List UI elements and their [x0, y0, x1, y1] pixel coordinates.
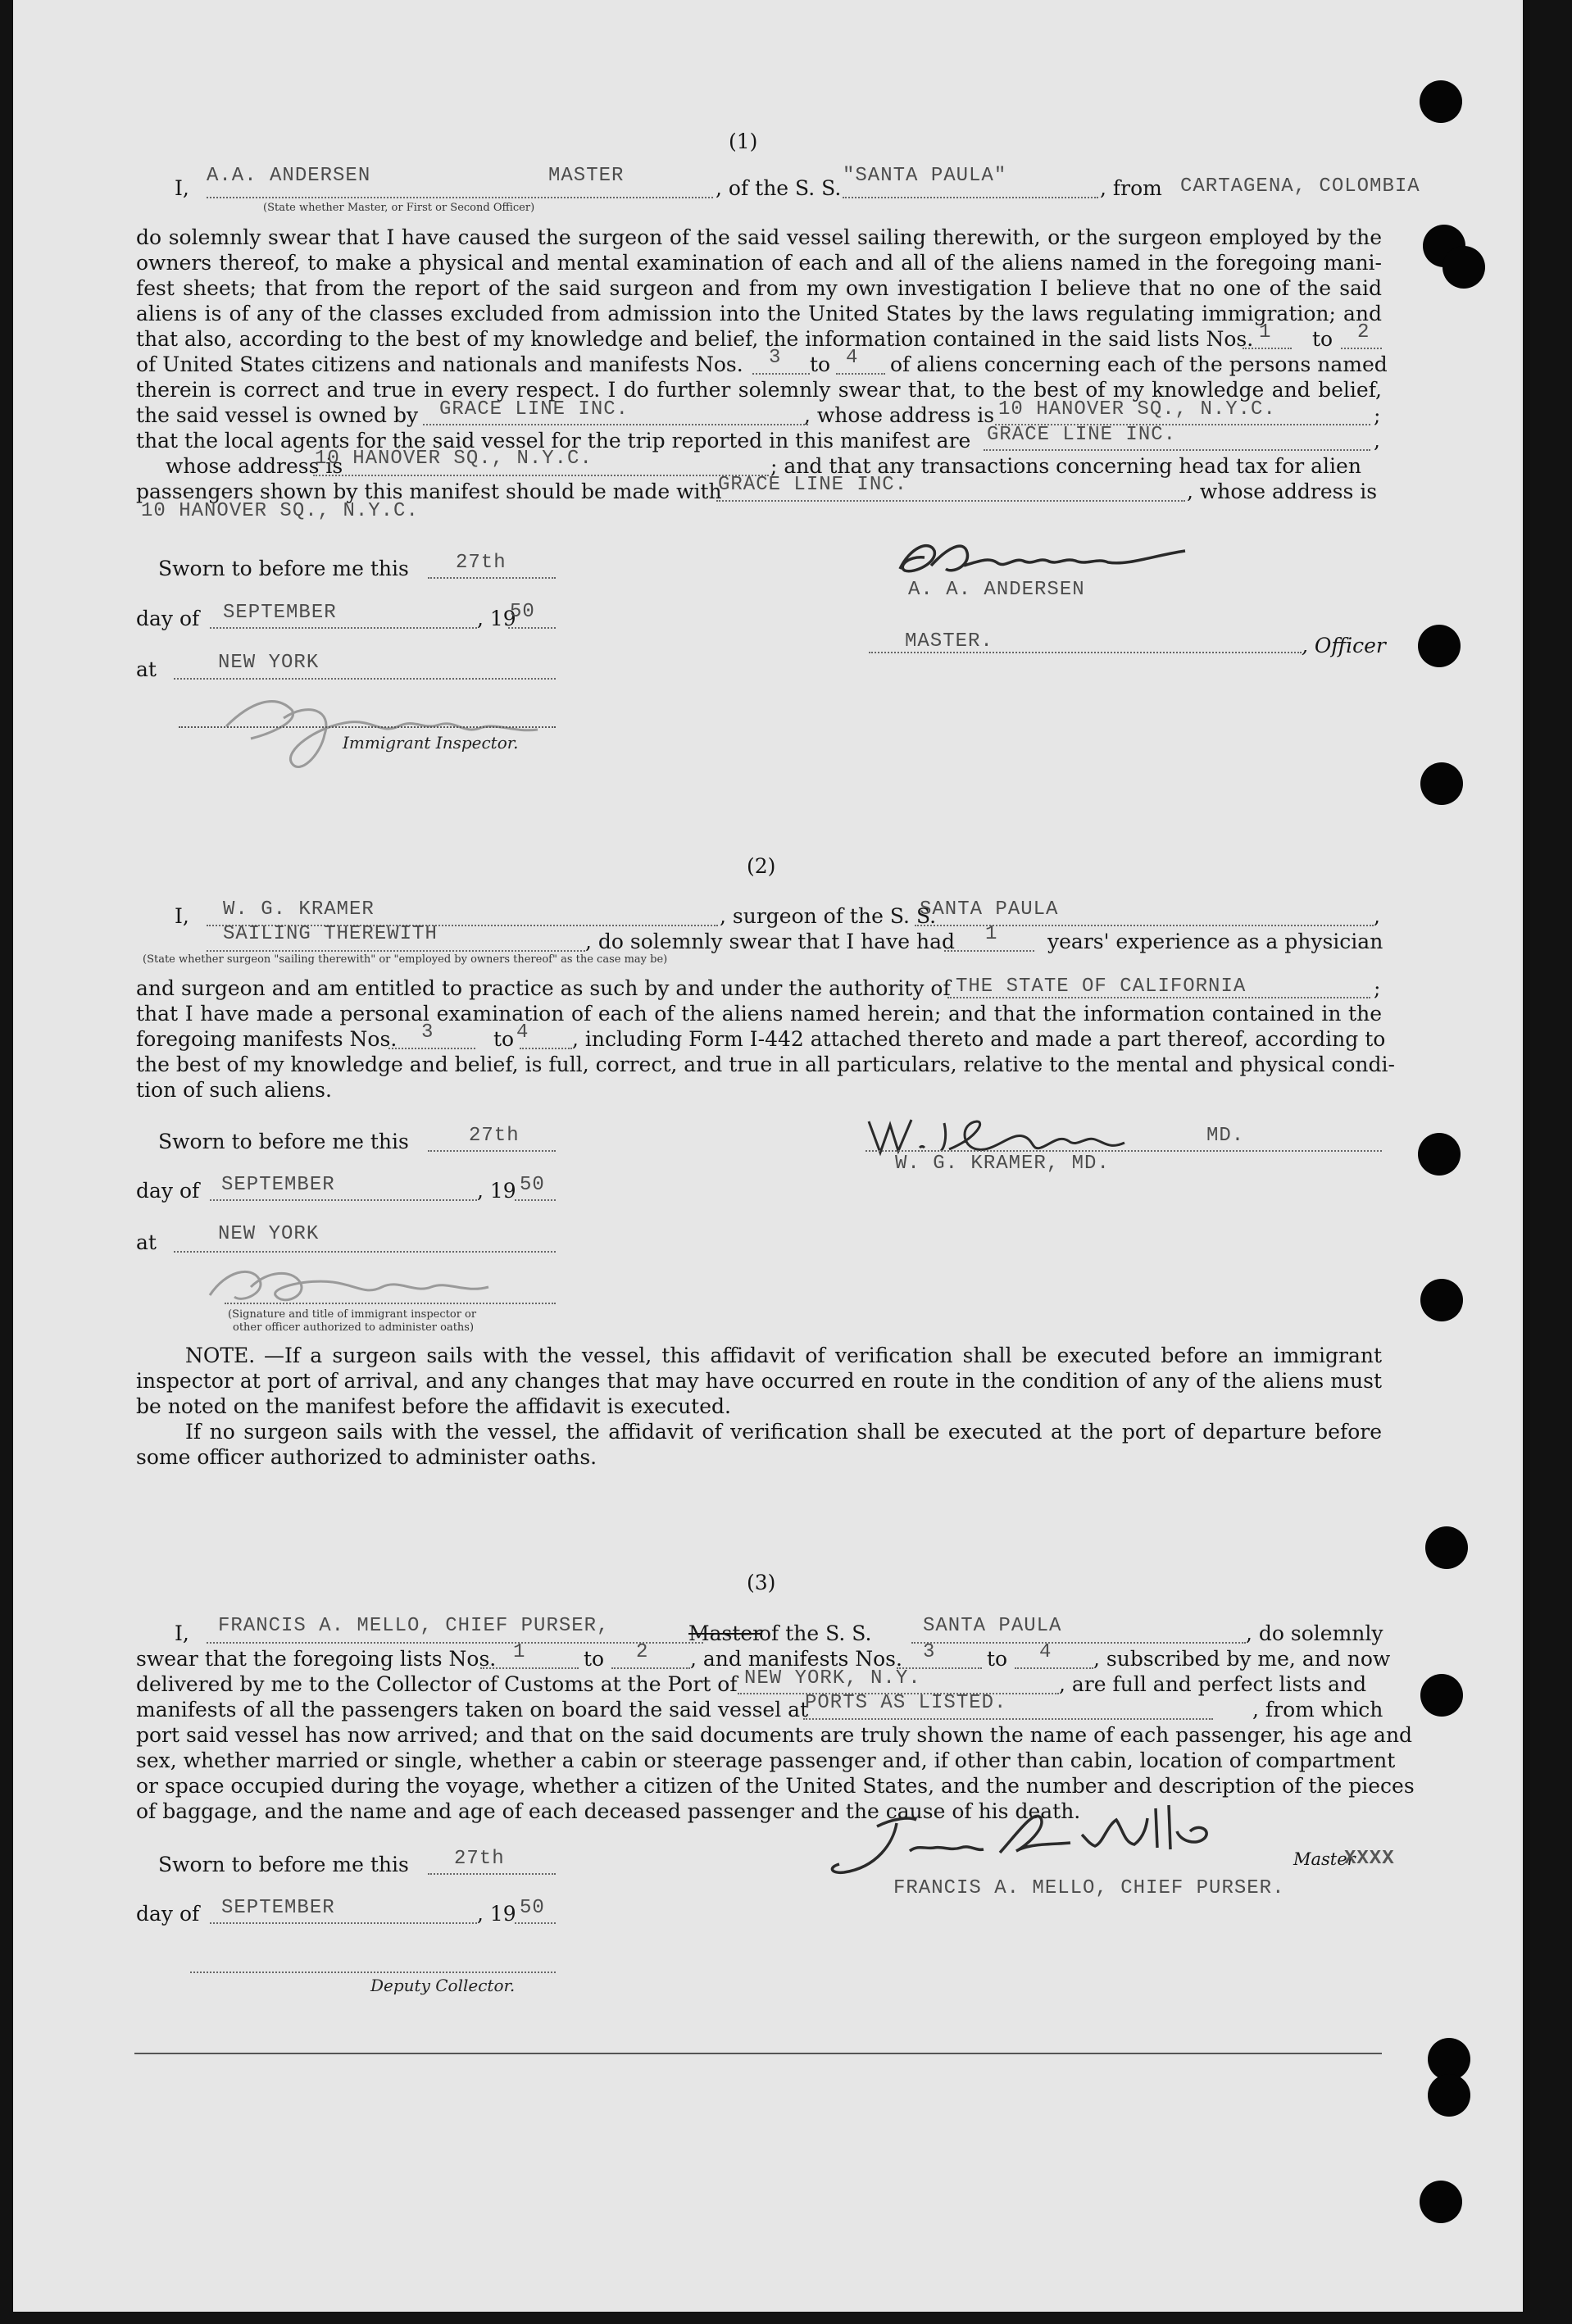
s3-collector-caption: Deputy Collector.: [370, 1976, 516, 1995]
s2-sworn-day-line: [428, 1150, 556, 1152]
note-line-1: —If a surgeon sails with the vessel, this affidavit of verification shall be executed before an immigrant: [264, 1344, 1382, 1367]
s1-semicolon-1: ;: [1374, 403, 1381, 427]
s1-vessel-value: "SANTA PAULA": [843, 165, 1007, 187]
s3-delivered: delivered by me to the Collector of Customs at the Port of: [136, 1672, 738, 1696]
s3-xs: XXXX: [1344, 1848, 1395, 1870]
s2-authority-value: THE STATE OF CALIFORNIA: [956, 976, 1247, 998]
s2-years-line: [944, 950, 1034, 952]
punch-hole: [1420, 2181, 1462, 2223]
s2-manifests-to-word: to: [493, 1027, 515, 1051]
punch-hole: [1418, 625, 1461, 667]
s3-subscribed: , subscribed by me, and now: [1093, 1647, 1391, 1671]
s2-status-value: SAILING THEREWITH: [223, 923, 438, 945]
s3-manifests-from: 3: [923, 1641, 936, 1663]
s1-intro: I,: [175, 176, 189, 200]
s3-day-of-label: day of: [136, 1902, 200, 1926]
s3-ports-value: PORTS AS LISTED.: [805, 1692, 1007, 1714]
s2-inspector-caption-2: other officer authorized to administer oaths): [233, 1321, 475, 1334]
s1-line-10: whose address is: [166, 454, 343, 478]
s2-semicolon: ;: [1374, 976, 1381, 1000]
s3-manifests-to-line: [1015, 1667, 1093, 1669]
s3-lists-from: 1: [513, 1641, 526, 1663]
s3-signer-typed: FRANCIS A. MELLO, CHIEF PURSER.: [893, 1877, 1285, 1899]
bottom-rule: [134, 2053, 1382, 2054]
s3-year: 50: [520, 1897, 545, 1919]
s1-line-8: the said vessel is owned by: [136, 403, 419, 427]
s3-of-label: of the S. S.: [759, 1621, 872, 1645]
s2-place-line: [174, 1251, 556, 1253]
s2-manifests-from-line: [388, 1048, 475, 1049]
s2-inspector-line: [225, 1303, 556, 1304]
s1-owner-value: GRACE LINE INC.: [439, 398, 629, 421]
s1-inspector-signature: [202, 677, 595, 784]
s3-ports-line: [803, 1718, 1213, 1720]
s3-sworn-day-line: [428, 1873, 556, 1875]
s3-intro: I,: [175, 1621, 189, 1645]
punch-hole: [1420, 1279, 1463, 1321]
s3-name-value: FRANCIS A. MELLO, CHIEF PURSER,: [218, 1615, 610, 1637]
s3-line-1: port said vessel has now arrived; and that on the said documents are truly shown the name of each passenger, his age and: [136, 1723, 1413, 1747]
manifest-page: [13, 0, 1523, 2312]
s1-manifests-to-line: [836, 373, 885, 375]
s1-manifests-to-word: to: [810, 352, 831, 376]
s2-vessel-line: [915, 925, 1374, 926]
s3-lists-from-line: [480, 1667, 579, 1669]
s3-manifests-to: 4: [1039, 1641, 1052, 1663]
s1-lists-to-line: [1341, 348, 1382, 349]
s1-lists-from: 1: [1259, 321, 1272, 343]
s1-at-label: at: [136, 657, 157, 681]
section-1-heading: (1): [729, 130, 758, 153]
s2-signature-line: [866, 1150, 1382, 1152]
s3-year-label: , 19: [477, 1902, 516, 1926]
s3-line-2: sex, whether married or single, whether a cabin or steerage passenger and, if other than cabin, location of compartment: [136, 1749, 1396, 1772]
s3-year-line: [515, 1922, 556, 1924]
s1-manifests-from: 3: [769, 347, 782, 369]
s1-lists-from-line: [1243, 348, 1292, 349]
s3-and-manifests: , and manifests Nos.: [690, 1647, 902, 1671]
s1-rank-value: MASTER: [548, 165, 625, 187]
s1-headtax-address-label: , whose address is: [1187, 480, 1378, 503]
s2-signature-suffix: MD.: [1206, 1125, 1245, 1147]
s1-year: 50: [510, 601, 535, 623]
s2-year: 50: [520, 1174, 545, 1196]
s3-manifests-to-word: to: [987, 1647, 1008, 1671]
s1-month-line: [210, 627, 477, 629]
s1-agents-address-line: [313, 475, 769, 476]
s1-from-label: , from: [1100, 176, 1162, 200]
s2-signer-typed: W. G. KRAMER, MD.: [895, 1153, 1110, 1175]
s3-vessel-line: [911, 1642, 1246, 1644]
s3-vessel-value: SANTA PAULA: [923, 1615, 1062, 1637]
s1-month: SEPTEMBER: [223, 602, 337, 624]
s1-vessel-line: [843, 197, 1098, 198]
s3-solemnly: , do solemnly: [1246, 1621, 1383, 1645]
s2-sworn-label: Sworn to before me this: [158, 1130, 409, 1153]
s1-place: NEW YORK: [218, 652, 320, 674]
s3-master-label: Master: [688, 1621, 763, 1645]
s1-inspector-caption: Immigrant Inspector.: [343, 733, 519, 753]
s1-headtax-value: GRACE LINE INC.: [718, 474, 908, 496]
s1-name-line: [207, 197, 713, 198]
s1-line-3: fest sheets; that from the report of the said surgeon and from my own investigation I believe that no one of the said: [136, 276, 1382, 300]
s1-line-2: owners thereof, to make a physical and mental examination of each and all of the aliens named in the foregoing mani-: [136, 251, 1382, 275]
punch-hole: [1425, 1526, 1468, 1569]
s1-owner-address-value: 10 HANOVER SQ., N.Y.C.: [998, 398, 1276, 421]
s3-sworn-label: Sworn to before me this: [158, 1853, 409, 1876]
s1-headtax-text: ; and that any transactions concerning head tax for alien: [770, 454, 1361, 478]
s1-from-value: CARTAGENA, COLOMBIA: [1180, 175, 1420, 198]
s1-name-value: A.A. ANDERSEN: [207, 165, 371, 187]
s1-year-line: [508, 627, 556, 629]
s3-month: SEPTEMBER: [221, 1897, 335, 1919]
s3-sworn-day: 27th: [454, 1848, 505, 1870]
s3-name-line: [207, 1642, 703, 1644]
s1-line-1: do solemnly swear that I have caused the surgeon of the said vessel sailing therewith, or the surgeon employed by the: [136, 225, 1382, 249]
s3-port-value: NEW YORK, N.Y.: [744, 1667, 921, 1690]
note-line-5: some officer authorized to administer oaths.: [136, 1445, 597, 1469]
punch-hole: [1420, 80, 1462, 123]
s1-manifests-from-line: [752, 373, 810, 375]
s2-status-note: (State whether surgeon "sailing therewith" or "employed by owners thereof" as the case may be): [143, 953, 668, 966]
note-line-4: If no surgeon sails with the vessel, the affidavit of verification shall be executed at the port of departure before: [185, 1420, 1382, 1444]
s3-master-mark: Master: [1293, 1849, 1356, 1869]
s1-signer-typed: A. A. ANDERSEN: [908, 579, 1085, 601]
s1-year-label: , 19: [477, 607, 516, 630]
s3-line-3: or space occupied during the voyage, whether a citizen of the United States, and the number and description of the pieces: [136, 1774, 1415, 1798]
s1-line-7: therein is correct and true in every respect. I do further solemnly swear that, to the best of my knowledge and belief,: [136, 378, 1382, 402]
s1-inspector-line: [179, 726, 556, 728]
s1-comma-1: ,: [1374, 429, 1380, 453]
s1-headtax-line: [716, 500, 1185, 502]
s1-lists-to: 2: [1357, 321, 1370, 343]
s3-lists-to-line: [611, 1667, 690, 1669]
s1-line-9: that the local agents for the said vessel for the trip reported in this manifest are: [136, 429, 971, 453]
s2-place: NEW YORK: [218, 1223, 320, 1245]
s2-day-of-label: day of: [136, 1179, 200, 1203]
s2-form-text: , including Form I-442 attached thereto and made a part thereof, according to: [572, 1027, 1386, 1051]
s2-manifests-to: 4: [516, 1021, 529, 1044]
s3-lists-to-word: to: [584, 1647, 605, 1671]
section-2-heading: (2): [747, 854, 776, 878]
s1-line-5: that also, according to the best of my knowledge and belief, the information contained in the said lists Nos.: [136, 327, 1254, 351]
s1-owner-line: [423, 424, 808, 425]
s1-lists-to-word: to: [1312, 327, 1333, 351]
s2-line-2: tion of such aliens.: [136, 1078, 332, 1102]
s2-year-line: [515, 1199, 556, 1201]
s1-signer-title: MASTER.: [905, 630, 993, 653]
s1-owner-address-label: , whose address is: [804, 403, 995, 427]
s2-comma: ,: [1374, 904, 1380, 928]
s1-sworn-label: Sworn to before me this: [158, 557, 409, 580]
s1-line-6: of United States citizens and nationals and manifests Nos.: [136, 352, 743, 376]
punch-hole: [1428, 2074, 1470, 2117]
s2-exam-line: that I have made a personal examination of each of the aliens named herein; and that the information contained in the: [136, 1002, 1382, 1026]
s2-inspector-caption-1: (Signature and title of immigrant inspector or: [228, 1308, 477, 1321]
s3-full-lists: , are full and perfect lists and: [1059, 1672, 1367, 1696]
note-line-3: be noted on the manifest before the affidavit is executed.: [136, 1394, 731, 1418]
s1-sworn-day: 27th: [456, 552, 507, 574]
s1-agents-line: [984, 449, 1370, 451]
s2-manifests-text: foregoing manifests Nos.: [136, 1027, 398, 1051]
s3-swear-lists: swear that the foregoing lists Nos.: [136, 1647, 497, 1671]
s2-status-line: [207, 950, 585, 952]
s3-line-4: of baggage, and the name and age of each deceased passenger and the cause of his death.: [136, 1799, 1081, 1823]
punch-hole: [1420, 762, 1463, 805]
s1-line-4: aliens is of any of the classes excluded from admission into the United States by the laws regulating immigration; and: [136, 302, 1382, 325]
s3-manifests-of: manifests of all the passengers taken on board the said vessel at: [136, 1698, 809, 1721]
note-line-2: inspector at port of arrival, and any changes that may have occurred en route in the condition of any of the aliens must: [136, 1369, 1382, 1393]
s1-agents-value: GRACE LINE INC.: [987, 424, 1177, 446]
s2-surgeon-label: , surgeon of the S. S.: [720, 904, 937, 928]
s1-day-of-label: day of: [136, 607, 200, 630]
s2-year-label: , 19: [477, 1179, 516, 1203]
s2-line-1: the best of my knowledge and belief, is full, correct, and true in all particulars, relative to the mental and physical condi-: [136, 1053, 1395, 1076]
s2-manifests-to-line: [520, 1048, 572, 1049]
s2-years-text: years' experience as a physician: [1047, 930, 1383, 953]
punch-hole: [1420, 1674, 1463, 1717]
s2-manifests-from: 3: [421, 1021, 434, 1044]
s1-sworn-day-line: [428, 577, 556, 579]
section-3-heading: (3): [747, 1571, 776, 1594]
s2-at-label: at: [136, 1230, 157, 1254]
s2-sworn-day: 27th: [469, 1125, 520, 1147]
s3-month-line: [210, 1922, 477, 1924]
s3-from-which: , from which: [1252, 1698, 1383, 1721]
s2-name-value: W. G. KRAMER: [223, 898, 375, 921]
note-label: NOTE.: [185, 1344, 256, 1367]
s1-manifests-tail: of aliens concerning each of the persons named: [890, 352, 1388, 376]
s2-month-line: [210, 1199, 477, 1201]
punch-hole: [1443, 246, 1485, 289]
s2-intro: I,: [175, 904, 189, 928]
s2-month: SEPTEMBER: [221, 1174, 335, 1196]
s1-officer-label: , Officer: [1302, 634, 1386, 657]
punch-hole: [1418, 1133, 1461, 1176]
s2-swear-text: , do solemnly swear that I have had: [585, 930, 956, 953]
s1-line-11: passengers shown by this manifest should be made with: [136, 480, 722, 503]
s1-agents-address-value: 10 HANOVER SQ., N.Y.C.: [315, 448, 593, 470]
s2-years-value: 1: [985, 923, 998, 945]
s1-headtax-address-value: 10 HANOVER SQ., N.Y.C.: [141, 500, 419, 522]
s3-lists-to: 2: [636, 1641, 649, 1663]
s1-manifests-to: 4: [846, 347, 859, 369]
s2-vessel-value: SANTA PAULA: [920, 898, 1059, 921]
s1-vessel-label: , of the S. S.: [716, 176, 842, 200]
s1-rank-note: (State whether Master, or First or Second Officer): [263, 202, 535, 214]
s2-authority-text: and surgeon and am entitled to practice as such by and under the authority of: [136, 976, 951, 1000]
s3-collector-line: [190, 1972, 556, 1973]
